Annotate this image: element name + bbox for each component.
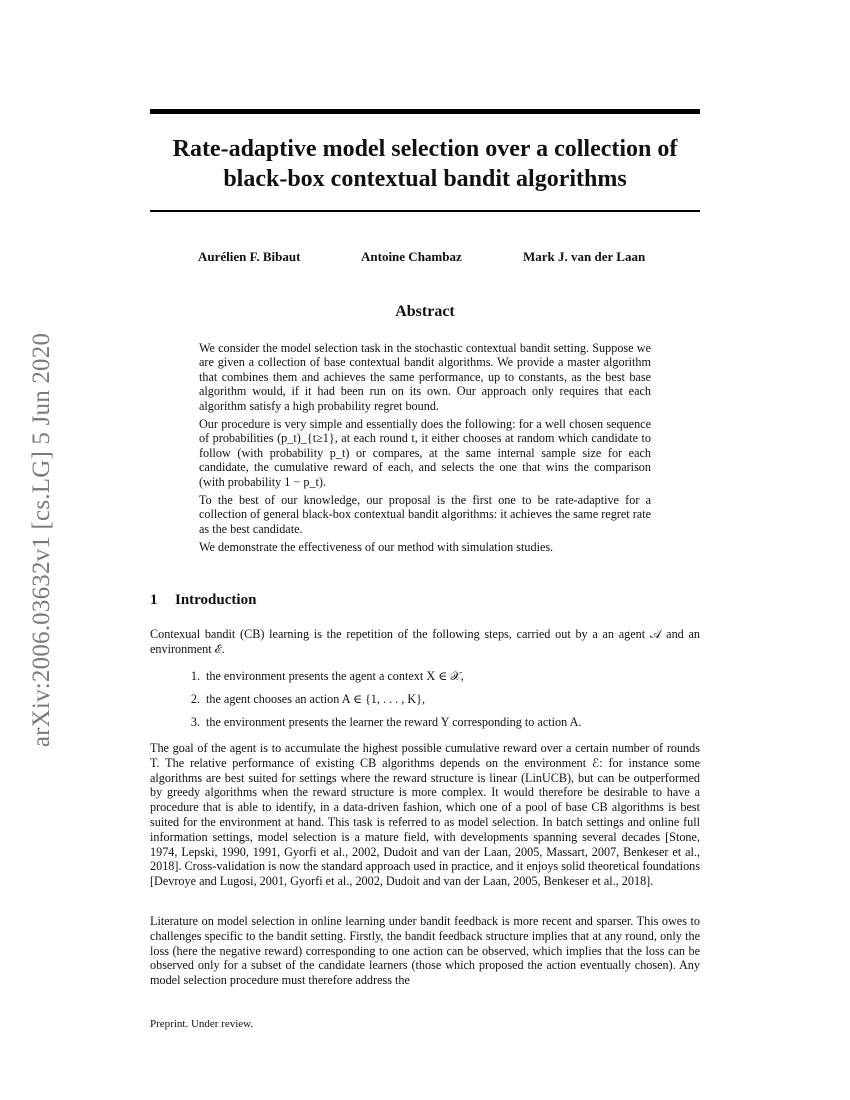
paper-title [150, 134, 700, 194]
body-paragraph-2 [150, 741, 700, 889]
intro-text: Contexual bandit (CB) learning is the repetition of the following steps, carried out by a an agent 𝒜 and an environment ℰ. [150, 627, 700, 656]
list-item-text: the agent chooses an action A ∈ {1, . . . , K}, [206, 692, 426, 706]
title-bottom-rule [150, 210, 700, 212]
title-top-rule [150, 109, 700, 114]
intro-paragraph [150, 627, 700, 657]
list-item-number: 3. [190, 715, 200, 729]
list-item-number: 1. [190, 669, 200, 683]
bandit-steps-list [180, 669, 680, 738]
paragraph-text: The goal of the agent is to accumulate the highest possible cumulative reward over a certain number of rounds T. The relative performance of existing CB algorithms depends on the environment ℰ: for instance some algorithms are best suited for settings where the reward structure is linear (LinUCB), but can be outperformed by greedy algorithms when the reward structure is more complex. It would therefore be desirable to have a procedure that is able to identify, in a data-driven fashion, which one of a pool of base CB algorithms is best suited for the environment at hand. This task is referred to as model selection. In batch settings and online full information settings, model selection is a mature field, with developments spanning several decades [Stone, 1974, Lepski, 1990, 1991, Gyorfi et al., 2002, Dudoit and van der Laan, 2005, Massart, 2007, Benkeser et al., 2018]. Cross-validation is now the standard approach used in practice, and it enjoys solid theoretical foundations [Devroye and Lugosi, 2001, Gyorfi et al., 2002, Dudoit and van der Laan, 2005, Benkeser et al., 2018]. [150, 741, 700, 889]
abstract-paragraph-4: We demonstrate the effectiveness of our method with simulation studies. [199, 540, 554, 555]
abstract-paragraph-3: To the best of our knowledge, our proposal is the first one to be rate-adaptive for a collection of general black-box contextual bandit algorithms: it achieves the same regret rate as the best candidate. [199, 493, 651, 536]
preprint-footer: Preprint. Under review. [150, 1018, 254, 1030]
title-line-2: black-box contextual bandit algorithms [223, 166, 627, 192]
section-number: 1 [150, 592, 158, 608]
section-heading-introduction [150, 592, 256, 609]
list-item-text: the environment presents the agent a context X ∈ 𝒳, [206, 669, 464, 683]
list-item-text: the environment presents the learner the reward Y corresponding to action A. [206, 715, 582, 729]
abstract-heading: Abstract [395, 303, 455, 320]
list-item [180, 669, 680, 692]
abstract-paragraph-1: We consider the model selection task in the stochastic contextual bandit setting. Suppose we are given a collection of base contextual bandit algorithms. We provide a master algorithm that combines them and achieves the same performance, up to constants, as the best base algorithm would, if it had been run on its own. Our approach only requires that each algorithm satisfy a high probability regret bound. [199, 341, 651, 413]
list-item [180, 692, 680, 715]
author-3: Mark J. van der Laan [523, 249, 646, 264]
author-1: Aurélien F. Bibaut [198, 249, 301, 264]
author-2: Antoine Chambaz [361, 249, 462, 264]
abstract-body [199, 341, 651, 559]
section-title: Introduction [175, 592, 257, 608]
abstract-paragraph-2: Our procedure is very simple and essentially does the following: for a well chosen sequence of probabilities (p_t)_{t≥1}, at each round t, it either chooses at random which candidate to follow (with probability p_t) or compares, at the same internal sample size for each candidate, the cumulative reward of each, and selects the one that wins the comparison (with probability 1 − p_t). [199, 417, 651, 489]
body-paragraph-3 [150, 914, 700, 988]
list-item [180, 715, 680, 738]
title-line-1: Rate-adaptive model selection over a collection of [172, 136, 678, 162]
paragraph-text: Literature on model selection in online learning under bandit feedback is more recent and sparser. This owes to challenges specific to the bandit setting. Firstly, the bandit feedback structure implies that at any round, only the loss (here the negative reward) corresponding to one action can be observed, which implies that the loss can be observed only for a subset of the candidate learners (those which proposed the action eventually chosen). Any model selection procedure must therefore address the [150, 914, 700, 988]
list-item-number: 2. [190, 692, 200, 706]
arxiv-identifier-stamp: arXiv:2006.03632v1 [cs.LG] 5 Jun 2020 [28, 332, 55, 748]
author-list [150, 249, 700, 269]
